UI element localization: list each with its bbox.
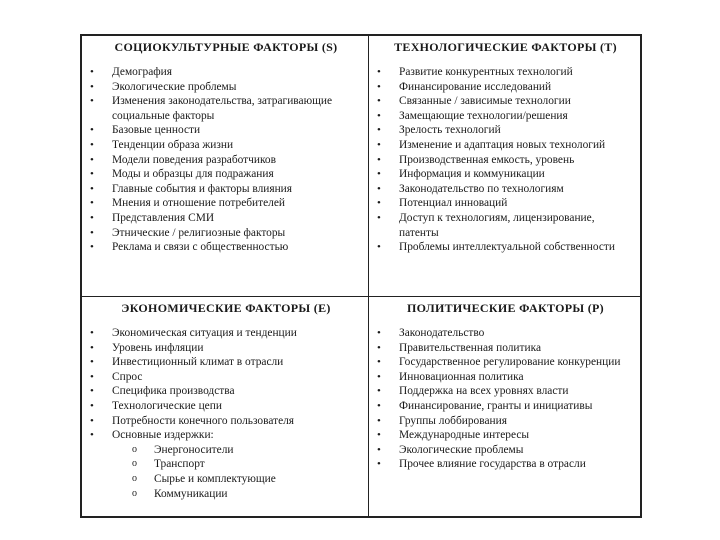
economic-factors-cell [82,297,369,516]
list-item: • Технологические цепи [90,399,362,414]
list-item: • Развитие конкурентных технологий [377,65,634,80]
list-item: • Мнения и отношение потребителей [90,196,362,211]
list-item: • Связанные / зависимые технологии [377,94,634,109]
sub-list-item: o Сырье и комплектующие [124,472,362,487]
list-item: • Изменения законодательства, затрагивающие социальные факторы [90,94,362,123]
list-item: • Инвестиционный климат в отрасли [90,355,362,370]
list-item: • Финансирование исследований [377,80,634,95]
technological-factors-list [377,65,634,255]
social-factors-cell [82,36,369,297]
list-item: • Группы лоббирования [377,414,634,429]
list-item: • Представления СМИ [90,211,362,226]
list-item: • Спрос [90,370,362,385]
list-item: • Специфика производства [90,384,362,399]
list-item: • Международные интересы [377,428,634,443]
list-item: • Основные издержки: [90,428,362,443]
pest-table [80,34,642,518]
list-item: • Проблемы интеллектуальной собственности [377,240,634,255]
list-item: • Тенденции образа жизни [90,138,362,153]
social-factors-title: СОЦИОКУЛЬТУРНЫЕ ФАКТОРЫ (S) [114,40,338,54]
list-item: • Демография [90,65,362,80]
list-item: • Финансирование, гранты и инициативы [377,399,634,414]
list-item: • Изменение и адаптация новых технологий [377,138,634,153]
list-item: • Базовые ценности [90,123,362,138]
list-item: • Уровень инфляции [90,341,362,356]
political-factors-list [377,326,634,472]
list-item: • Экономическая ситуация и тенденции [90,326,362,341]
list-item: • Правительственная политика [377,341,634,356]
list-item: • Экологические проблемы [90,80,362,95]
sub-list-item: o Коммуникации [124,487,362,502]
list-item: • Модели поведения разработчиков [90,153,362,168]
technological-factors-cell [369,36,640,297]
list-item: • Этнические / религиозные факторы [90,226,362,241]
economic-costs-sublist [90,443,362,501]
list-item: • Прочее влияние государства в отрасли [377,457,634,472]
list-item: • Реклама и связи с общественностью [90,240,362,255]
political-factors-cell [369,297,640,516]
list-item: • Потребности конечного пользователя [90,414,362,429]
list-item: • Замещающие технологии/решения [377,109,634,124]
list-item: • Экологические проблемы [377,443,634,458]
list-item: • Государственное регулирование конкуренции [377,355,634,370]
list-item: • Производственная емкость, уровень [377,153,634,168]
list-item: • Законодательство по технологиям [377,182,634,197]
list-item: • Главные события и факторы влияния [90,182,362,197]
list-item: • Инновационная политика [377,370,634,385]
social-factors-list [90,65,362,255]
list-item: • Поддержка на всех уровнях власти [377,384,634,399]
economic-factors-list [90,326,362,443]
sub-list-item: o Транспорт [124,457,362,472]
economic-factors-title: ЭКОНОМИЧЕСКИЕ ФАКТОРЫ (E) [121,301,331,315]
list-item: • Зрелость технологий [377,123,634,138]
list-item: • Потенциал инноваций [377,196,634,211]
sub-list-item: o Энергоносители [124,443,362,458]
list-item: • Информация и коммуникации [377,167,634,182]
list-item: • Доступ к технологиям, лицензирование, патенты [377,211,634,240]
list-item: • Моды и образцы для подражания [90,167,362,182]
political-factors-title: ПОЛИТИЧЕСКИЕ ФАКТОРЫ (P) [407,301,604,315]
technological-factors-title: ТЕХНОЛОГИЧЕСКИЕ ФАКТОРЫ (T) [394,40,617,54]
list-item: • Законодательство [377,326,634,341]
